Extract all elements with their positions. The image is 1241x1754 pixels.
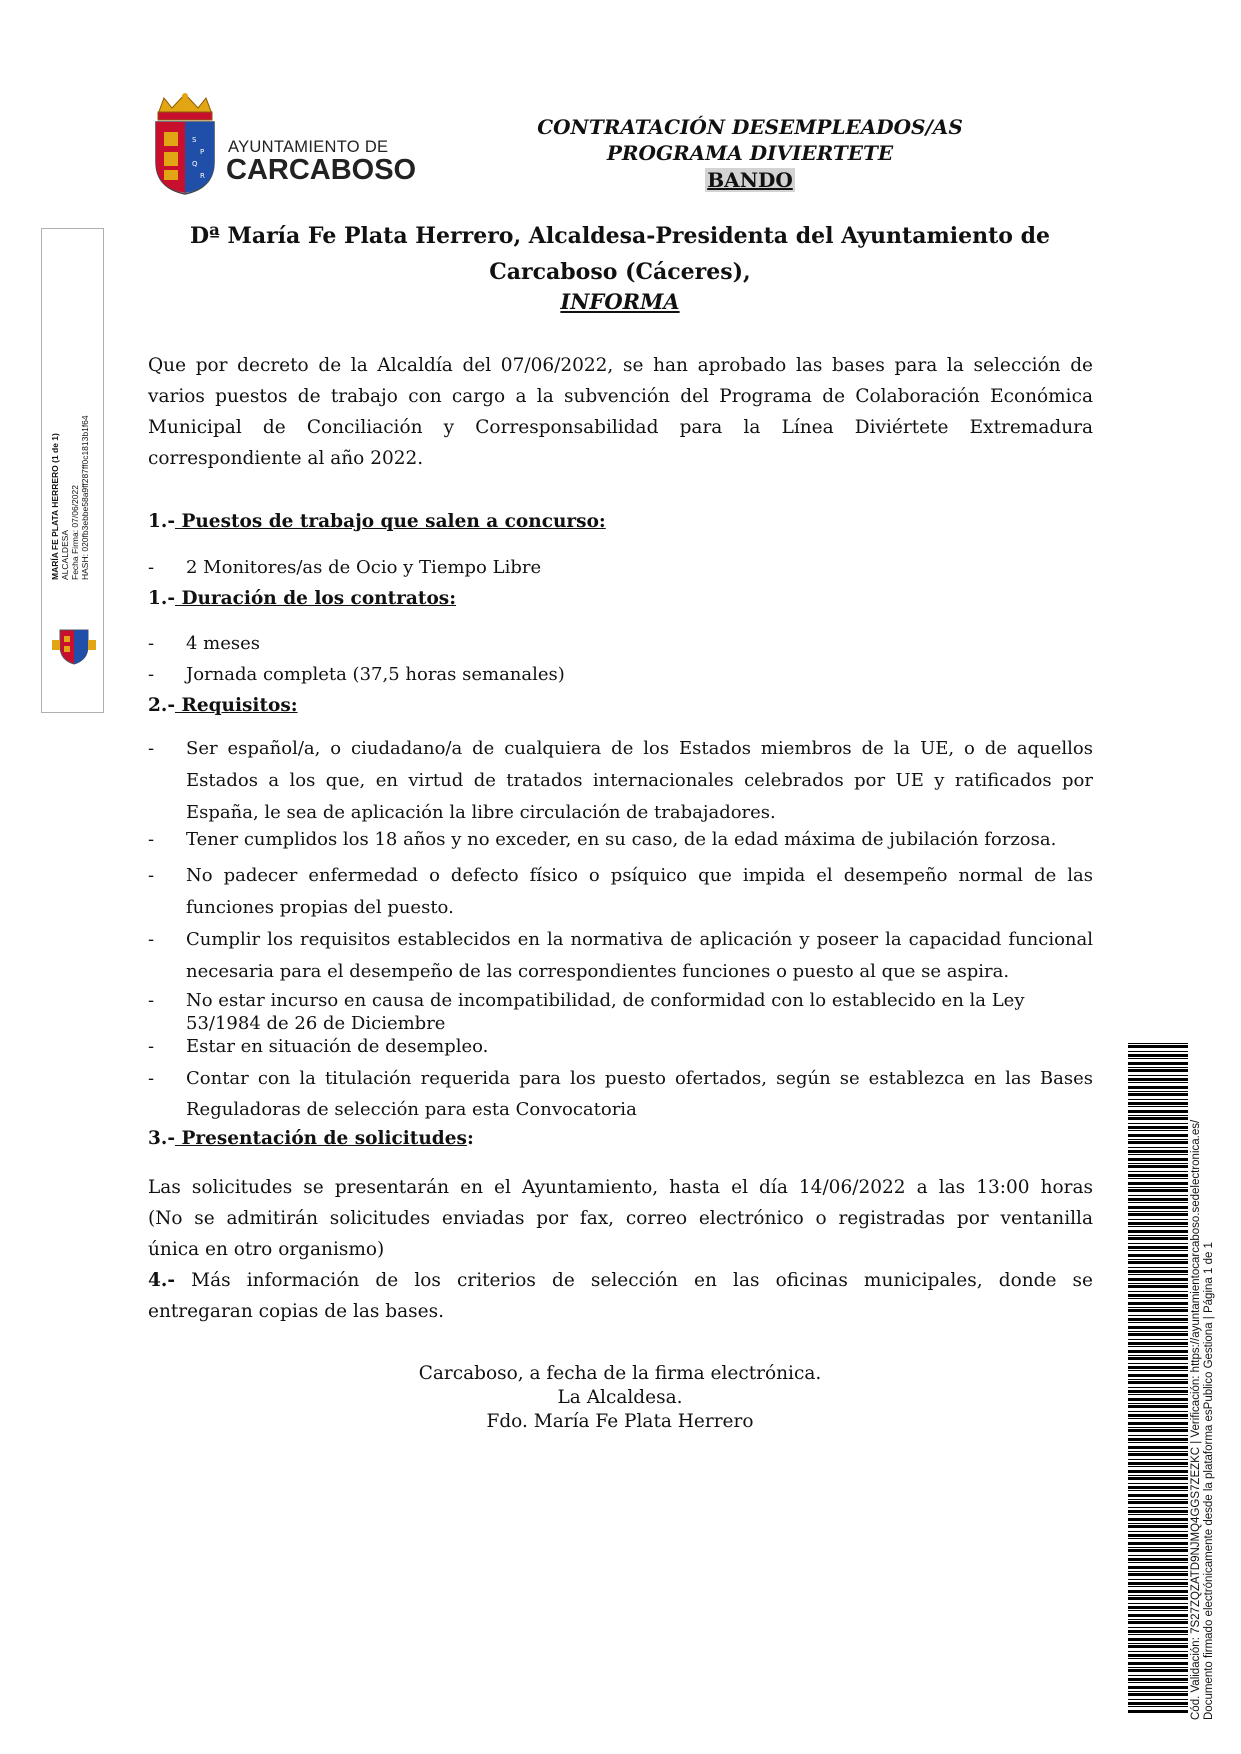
section-title: Requisitos: <box>175 695 298 716</box>
section-number: 1.- <box>148 511 175 532</box>
section-heading-duracion <box>148 588 456 609</box>
section-number: 2.- <box>148 695 175 716</box>
signature-emblem-icon <box>50 626 98 666</box>
solicitudes-line: única en otro organismo) <box>148 1239 385 1260</box>
signature-block <box>300 1362 940 1434</box>
logo-line1: AYUNTAMIENTO DE <box>228 138 389 156</box>
intro-line: Municipal de Conciliación y Corresponsabilidad para la Línea Diviértete Extremadura <box>148 417 1093 438</box>
informa-heading: INFORMA <box>560 289 680 314</box>
logo-line2: CARCABOSO <box>226 154 417 186</box>
header-title-2: PROGRAMA DIVIERTETE <box>606 141 894 165</box>
section-title: Duración de los contratos: <box>175 588 457 609</box>
info-paragraph <box>148 1265 1093 1327</box>
signer-name: MARÍA FE PLATA HERRERO (1 de 1) <box>50 433 60 580</box>
section-number: 1.- <box>148 588 175 609</box>
intro-line: Que por decreto de la Alcaldía del 07/06/2022, se han aprobado las bases para la selección de <box>148 355 1093 376</box>
intro-paragraph <box>148 350 1093 474</box>
svg-text:S: S <box>192 136 197 144</box>
signer-role: ALCALDESA <box>60 529 70 580</box>
intro-line: correspondiente al año 2022. <box>148 448 424 469</box>
solicitudes-paragraph <box>148 1172 1093 1265</box>
section-number: 3.- <box>148 1128 175 1149</box>
intro-line: varios puestos de trabajo con cargo a la subvención del Programa de Colaboración Económica <box>148 386 1093 407</box>
bando-label: BANDO <box>707 168 793 192</box>
section-heading-puestos <box>148 511 606 532</box>
solicitudes-line: (No se admitirán solicitudes enviadas por fax, correo electrónico o registradas por ventanilla <box>148 1208 1093 1229</box>
validation-code-line: Cód. Validación: 7S27ZQZATD9NJMQ4GGS7ZEZKC | Verificación: https://ayuntamientocarcaboso.sedelectronica.es/ <box>1190 1119 1202 1720</box>
solicitudes-line: Las solicitudes se presentarán en el Ayuntamiento, hasta el día 14/06/2022 a las 13:00 horas <box>148 1177 1093 1198</box>
signature-role: La Alcaldesa. <box>557 1387 683 1408</box>
validation-platform-line: Documento firmado electrónicamente desde la plataforma esPublico Gestiona | Página 1 de 1 <box>1203 1242 1215 1720</box>
authority-line2: Carcaboso (Cáceres), <box>489 259 751 285</box>
authority-line1: Dª María Fe Plata Herrero, Alcaldesa-Presidenta del Ayuntamiento de <box>190 223 1050 249</box>
section-title: Puestos de trabajo que salen a concurso: <box>175 511 606 532</box>
header-bando <box>480 168 1020 192</box>
section-title: Presentación de solicitudes <box>175 1128 467 1149</box>
authority-block <box>150 218 1090 290</box>
signature-name: Fdo. María Fe Plata Herrero <box>486 1411 754 1432</box>
validation-text <box>1190 1040 1216 1720</box>
svg-text:Q: Q <box>192 160 198 168</box>
info-line1: Más información de los criterios de selección en las oficinas municipales, donde se <box>175 1270 1093 1291</box>
signature-hash: HASH: 020fb3ebbe58a9ff287ff0c1813b1f64 <box>80 415 90 580</box>
header-title-1: CONTRATACIÓN DESEMPLEADOS/AS <box>537 115 963 139</box>
svg-text:R: R <box>200 172 205 180</box>
section-heading-requisitos <box>148 695 298 716</box>
coat-of-arms-icon <box>150 92 220 196</box>
section-heading-presentacion: 3.- Presentación de solicitudes: <box>148 1128 474 1149</box>
signature-box-text <box>50 140 90 580</box>
signature-date: Fecha Firma: 07/06/2022 <box>70 485 80 580</box>
svg-text:P: P <box>200 148 205 156</box>
info-line2: entregaran copias de las bases. <box>148 1301 444 1322</box>
info-number: 4.- <box>148 1270 175 1291</box>
signature-place-date: Carcaboso, a fecha de la firma electrónica. <box>418 1363 822 1384</box>
